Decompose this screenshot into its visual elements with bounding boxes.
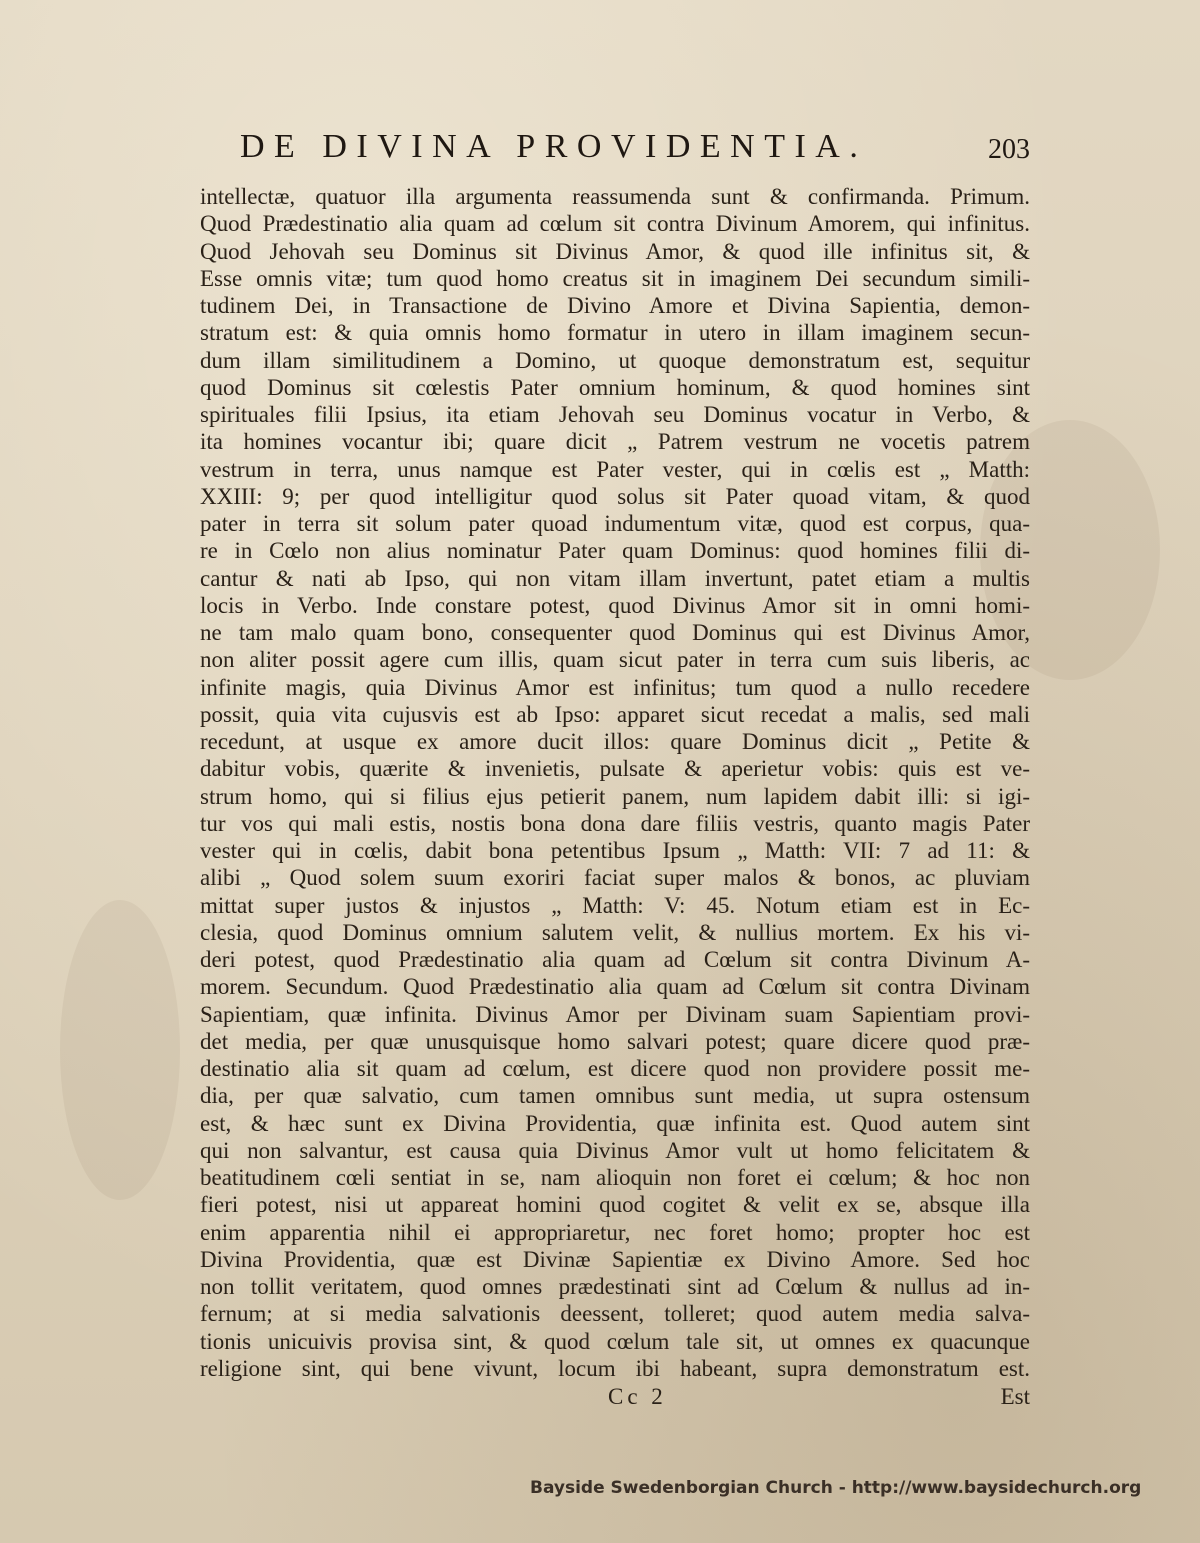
text-line: est, & hæc sunt ex Divina Providentia, quæ infinita est. Quod autem sint: [200, 1110, 1030, 1136]
text-line: tur vos qui mali estis, nostis bona dona dare filiis vestris, quanto magis Pater: [200, 810, 1030, 836]
body-text: [200, 183, 1030, 1382]
text-line: beatitudinem cœli sentiat in se, nam alioquin non foret ei cœlum; & hoc non: [200, 1165, 1030, 1190]
text-line: tionis unicuivis provisa sint, & quod cœlum tale sit, ut omnes ex quacunque: [200, 1328, 1030, 1354]
watermark-credit: Bayside Swedenborgian Church - http://www.baysidechurch.org: [530, 1478, 1142, 1498]
text-line: qui non salvantur, est causa quia Divinus Amor vult ut homo felicitatem &: [200, 1137, 1030, 1163]
text-line: fernum; at si media salvationis deessent, tolleret; quod autem media salva-: [200, 1301, 1030, 1327]
text-line: mittat super justos & injustos „ Matth: V: 45. Notum etiam est in Ec-: [200, 892, 1030, 918]
text-line: dabitur vobis, quærite & invenietis, pulsate & aperietur vobis: quis est ve-: [200, 756, 1030, 782]
text-line: cantur & nati ab Ipso, qui non vitam illam invertunt, patet etiam a multis: [200, 565, 1030, 591]
catchword: Est: [1000, 1384, 1030, 1409]
text-line: enim apparentia nihil ei appropriaretur, nec foret homo; propter hoc est: [200, 1219, 1030, 1245]
text-line: destinatio alia sit quam ad cœlum, est dicere quod non providere possit me-: [200, 1056, 1030, 1081]
text-line: non aliter possit agere cum illis, quam sicut pater in terra cum suis liberis, ac: [200, 647, 1030, 673]
page-footer: [200, 1384, 1030, 1414]
text-line: recedunt, at usque ex amore ducit illos: quare Dominus dicit „ Petite &: [200, 729, 1030, 754]
text-line: spirituales filii Ipsius, ita etiam Jehovah seu Dominus vocatur in Verbo, &: [200, 402, 1030, 427]
text-line: non tollit veritatem, quod omnes prædestinati sint ad Cœlum & nullus ad in-: [200, 1274, 1030, 1299]
text-line: vestrum in terra, unus namque est Pater vester, qui in cœlis est „ Matth:: [200, 456, 1030, 482]
text-line: Sapientiam, quæ infinita. Divinus Amor per Divinam suam Sapientiam provi-: [200, 1001, 1030, 1027]
text-line: XXIII: 9; per quod intelligitur quod solus sit Pater quoad vitam, & quod: [200, 483, 1030, 509]
text-line: fieri potest, nisi ut appareat homini quod cogitet & velit ex se, absque illa: [200, 1192, 1030, 1218]
text-line: intellectæ, quatuor illa argumenta reassumenda sunt & confirmanda. Primum.: [200, 184, 1030, 209]
signature-mark: Cc 2: [608, 1384, 667, 1409]
page-number: 203: [988, 134, 1030, 165]
text-line: stratum est: & quia omnis homo formatur in utero in illam imaginem secun-: [200, 320, 1030, 346]
text-line: strum homo, qui si filius ejus petierit panem, num lapidem dabit illi: si igi-: [200, 783, 1030, 809]
page-header: [240, 128, 1030, 178]
text-line: clesia, quod Dominus omnium salutem velit, & nullius mortem. Ex his vi-: [200, 919, 1030, 945]
text-line: det media, per quæ unusquisque homo salvari potest; quare dicere quod præ-: [200, 1028, 1030, 1054]
paper-stain: [60, 900, 180, 1200]
text-line: vester qui in cœlis, dabit bona petentibus Ipsum „ Matth: VII: 7 ad 11: &: [200, 838, 1030, 863]
text-line: morem. Secundum. Quod Prædestinatio alia quam ad Cœlum sit contra Divinam: [200, 974, 1030, 1000]
text-line: pater in terra sit solum pater quoad indumentum vitæ, quod est corpus, qua-: [200, 511, 1030, 536]
text-line: infinite magis, quia Divinus Amor est infinitus; tum quod a nullo recedere: [200, 674, 1030, 700]
text-line: re in Cœlo non alius nominatur Pater quam Dominus: quod homines filii di-: [200, 538, 1030, 564]
text-line: quod Dominus sit cœlestis Pater omnium hominum, & quod homines sint: [200, 374, 1030, 400]
text-line: dum illam similitudinem a Domino, ut quoque demonstratum est, sequitur: [200, 347, 1030, 373]
text-line: ita homines vocantur ibi; quare dicit „ Patrem vestrum ne vocetis patrem: [200, 429, 1030, 455]
text-line: tudinem Dei, in Transactione de Divino Amore et Divina Sapientia, demon-: [200, 293, 1030, 318]
text-line: Quod Prædestinatio alia quam ad cœlum sit contra Divinum Amorem, qui infinitus.: [200, 211, 1030, 237]
text-line: Divina Providentia, quæ est Divinæ Sapientiæ ex Divino Amore. Sed hoc: [200, 1246, 1030, 1272]
text-line: Quod Jehovah seu Dominus sit Divinus Amor, & quod ille infinitus sit, &: [200, 238, 1030, 264]
text-line: alibi „ Quod solem suum exoriri faciat super malos & bonos, ac pluviam: [200, 865, 1030, 891]
text-line: dia, per quæ salvatio, cum tamen omnibus sunt media, ut supra ostensum: [200, 1083, 1030, 1109]
text-line: ne tam malo quam bono, consequenter quod Dominus qui est Divinus Amor,: [200, 620, 1030, 645]
text-line: deri potest, quod Prædestinatio alia quam ad Cœlum sit contra Divinum A-: [200, 947, 1030, 972]
text-line: possit, quia vita cujusvis est ab Ipso: apparet sicut recedat a malis, sed mali: [200, 701, 1030, 727]
text-line: Esse omnis vitæ; tum quod homo creatus sit in imaginem Dei secundum simili-: [200, 265, 1030, 291]
running-title: DE DIVINA PROVIDENTIA.: [240, 128, 868, 165]
text-line: locis in Verbo. Inde constare potest, quod Divinus Amor sit in omni homi-: [200, 592, 1030, 618]
text-line: religione sint, qui bene vivunt, locum ibi habeant, supra demonstratum est.: [200, 1355, 1030, 1381]
